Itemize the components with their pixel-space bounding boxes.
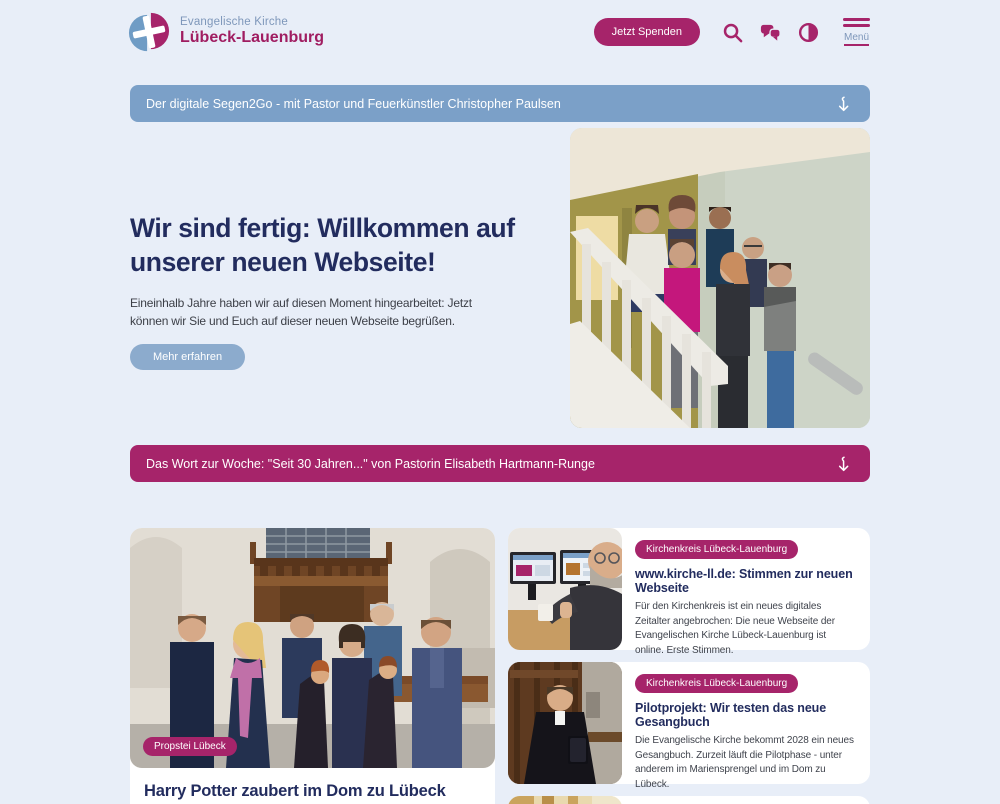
chat-bubbles-icon[interactable] [759,21,782,44]
category-badge-propstei-luebeck[interactable]: Propstei Lübeck [143,737,237,756]
article-card-harry-potter[interactable] [130,528,495,804]
banner-wort-zur-woche-text: Das Wort zur Woche: "Seit 30 Jahren..." von Pastorin Elisabeth Hartmann-Runge [146,456,595,471]
arrow-down-icon [834,454,854,474]
menu-icon [843,18,870,21]
news-content [635,539,857,677]
article-card-gesangbuch[interactable] [508,662,870,790]
banner-wort-zur-woche[interactable] [130,445,870,482]
news-thumb-pastor-church [508,662,622,784]
feature-title: Harry Potter zaubert im Dom zu Lübeck [144,782,446,800]
logo-line1: Evangelische Kirche [180,16,288,29]
news-thumb-partial [508,796,622,804]
news-thumb-office-monitors [508,528,622,650]
menu-label: Menü [844,32,869,46]
arrow-down-icon [834,94,854,114]
banner-segen2go[interactable] [130,85,870,122]
church-cross-logo-icon [128,11,170,53]
hero-title: Wir sind fertig: Willkommen auf unserer neuen Webseite! [130,213,515,277]
logo-line2: Lübeck-Lauenburg [180,29,325,47]
article-card-webseite-stimmen[interactable] [508,528,870,656]
site-header [128,6,870,58]
category-badge-kirchenkreis[interactable]: Kirchenkreis Lübeck-Lauenburg [635,674,798,693]
donate-button[interactable]: Jetzt Spenden [594,18,700,46]
banner-segen2go-text: Der digitale Segen2Go - mit Pastor und Feuerkünstler Christopher Paulsen [146,96,561,111]
news-title: Pilotprojekt: Wir testen das neue Gesangbuch [635,701,827,729]
hero-photo-team-staircase [570,128,870,428]
category-badge-kirchenkreis[interactable]: Kirchenkreis Lübeck-Lauenburg [635,540,798,559]
hero-body: Eineinhalb Jahre haben wir auf diesen Moment hingearbeitet: Jetzt können wir Sie und Euch auf dieser neuen Webseite begrüßen. [130,295,472,329]
header-actions [594,18,870,46]
news-body: Die Evangelische Kirche bekommt 2028 ein neues Gesangbuch. Zurzeit läuft die Pilotphase - unter anderem im Mariensprengel und im Dom zu Lübeck. [635,735,854,790]
site-logo[interactable] [128,11,324,53]
feature-photo-dom-luebeck [130,528,495,768]
hero-cta-button[interactable]: Mehr erfahren [130,344,245,370]
news-body: Für den Kirchenkreis ist ein neues digitales Zeitalter angebrochen: Die neue Webseite der Evangelischen Kirche Lübeck-Lauenburg ist online. Erste Stimmen. [635,601,835,656]
news-title: www.kirche-ll.de: Stimmen zur neuen Webseite [635,567,853,595]
menu-button[interactable] [843,18,870,46]
news-content [635,673,857,804]
contrast-icon[interactable] [797,21,820,44]
article-card-partial[interactable] [508,796,870,804]
search-icon[interactable] [721,21,744,44]
hero-text [130,212,580,370]
logo-text [180,16,324,48]
menu-icon [843,24,870,27]
